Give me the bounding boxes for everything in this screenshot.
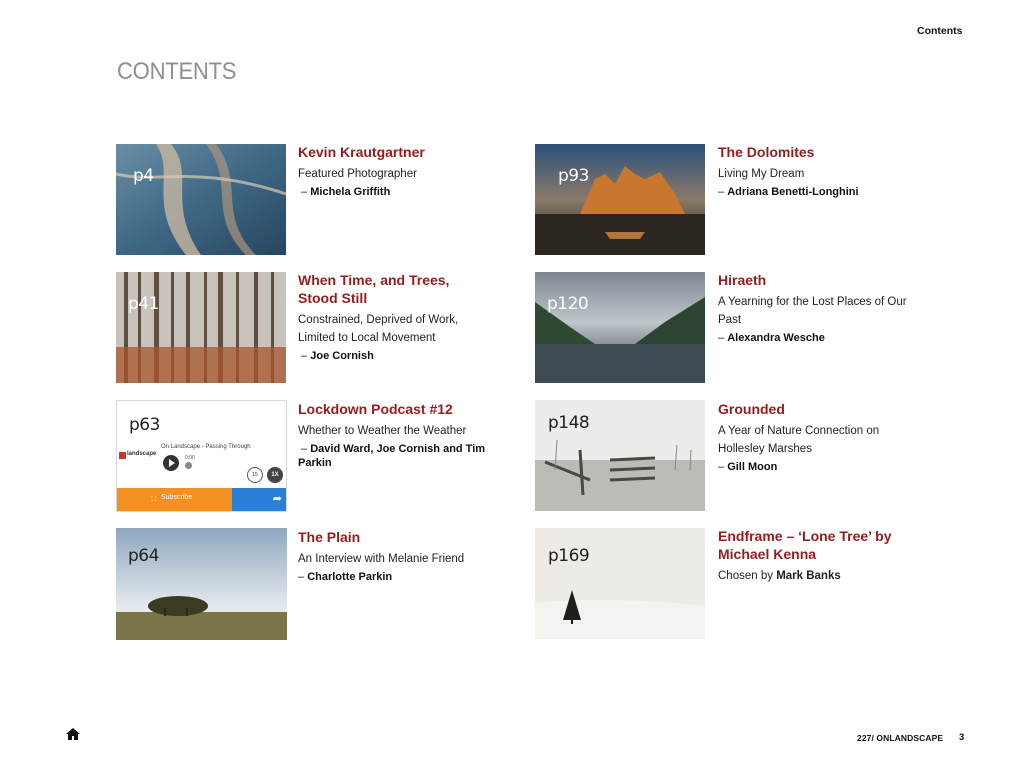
thumbnail-the-dolomites[interactable]: [535, 144, 705, 255]
podcast-player-widget[interactable]: [116, 400, 287, 512]
rss-icon: ∷: [151, 494, 157, 504]
page-number: p4: [133, 166, 154, 186]
entry-author: – Alexandra Wesche: [718, 332, 825, 344]
page-number: p169: [548, 546, 590, 566]
entry-the-plain: [298, 528, 503, 584]
footer-issue: 227/ ONLANDSCAPE: [857, 733, 944, 743]
forest-image: [116, 272, 286, 383]
entry-subtitle: An Interview with Melanie Friend: [298, 553, 465, 565]
entry-grounded: [718, 400, 923, 474]
entry-author: – Adriana Benetti-Longhini: [718, 186, 859, 198]
entry-title[interactable]: Hiraeth: [718, 272, 767, 288]
thumbnail-grounded[interactable]: [535, 400, 705, 511]
thumbnail-kevin-krautgartner[interactable]: [116, 144, 286, 255]
entry-subtitle: Chosen by Mark Banks: [718, 570, 841, 582]
entry-title[interactable]: When Time, and Trees, Stood Still: [298, 272, 450, 306]
share-icon: ➦: [272, 493, 282, 505]
entry-title[interactable]: Lockdown Podcast #12: [298, 401, 453, 417]
page-number: p120: [547, 294, 589, 314]
thumbnail-when-time-and-trees[interactable]: [116, 272, 286, 383]
entry-subtitle: A Yearning for the Lost Places of Our Past: [718, 296, 907, 326]
page-number: p148: [548, 413, 590, 433]
entry-title[interactable]: Grounded: [718, 401, 785, 417]
entry-subtitle: Featured Photographer: [298, 168, 417, 180]
podcast-logo: landscape: [127, 451, 157, 457]
page-number: p93: [558, 166, 589, 186]
page-number: p64: [128, 546, 159, 566]
entry-title[interactable]: The Dolomites: [718, 144, 815, 160]
thumbnail-endframe[interactable]: [535, 528, 705, 639]
entry-author: – Michela Griffith: [298, 186, 391, 198]
entry-author: – Charlotte Parkin: [298, 571, 393, 583]
entry-subtitle: Constrained, Deprived of Work, Limited to Local Movement: [298, 314, 459, 344]
entry-hiraeth: [718, 271, 923, 345]
playback-time: 0:00: [185, 455, 195, 461]
lone-tree-image: [535, 528, 705, 639]
play-icon[interactable]: [163, 455, 179, 471]
progress-handle[interactable]: [185, 462, 192, 469]
plain-trees-image: [116, 528, 287, 640]
share-button[interactable]: [232, 488, 286, 511]
entry-endframe: [718, 527, 938, 585]
lake-valley-image: [535, 272, 705, 383]
entry-author: Mark Banks: [776, 570, 841, 582]
entry-title[interactable]: The Plain: [298, 529, 361, 545]
entry-title[interactable]: Endframe – ‘Lone Tree’ by Michael Kenna: [718, 528, 892, 562]
entry-lockdown-podcast: [298, 400, 488, 470]
subscribe-label: Subscribe: [161, 494, 193, 501]
entry-subtitle: A Year of Nature Connection on Hollesley Marshes: [718, 425, 880, 455]
thumbnail-the-plain[interactable]: [116, 528, 287, 640]
entry-kevin-krautgartner: [298, 143, 503, 199]
entry-the-dolomites: [718, 143, 923, 199]
thumbnail-hiraeth[interactable]: [535, 272, 705, 383]
footer-page-number: 3: [959, 732, 965, 743]
skip-back-icon[interactable]: 15: [247, 467, 263, 483]
page-title: CONTENTS: [117, 58, 237, 85]
page-number: p63: [129, 415, 160, 435]
page-number: p41: [128, 294, 159, 314]
subscribe-button[interactable]: [117, 488, 233, 511]
entry-subtitle: Whether to Weather the Weather: [298, 425, 467, 437]
section-header: Contents: [917, 25, 963, 37]
home-icon[interactable]: [66, 728, 80, 740]
mountain-peaks-image: [535, 144, 705, 255]
entry-title[interactable]: Kevin Krautgartner: [298, 144, 425, 160]
entry-author: – Joe Cornish: [298, 350, 374, 362]
logo-icon: [119, 452, 126, 459]
entry-author: – Gill Moon: [718, 461, 778, 473]
aerial-river-image: [116, 144, 286, 255]
episode-title: On Landscape - Passing Through: [161, 444, 251, 450]
entry-subtitle: Living My Dream: [718, 168, 805, 180]
entry-author: – David Ward, Joe Cornish and Tim Parkin: [298, 443, 486, 469]
speed-button[interactable]: 1X: [267, 467, 283, 483]
entry-when-time-and-trees: [298, 271, 488, 363]
